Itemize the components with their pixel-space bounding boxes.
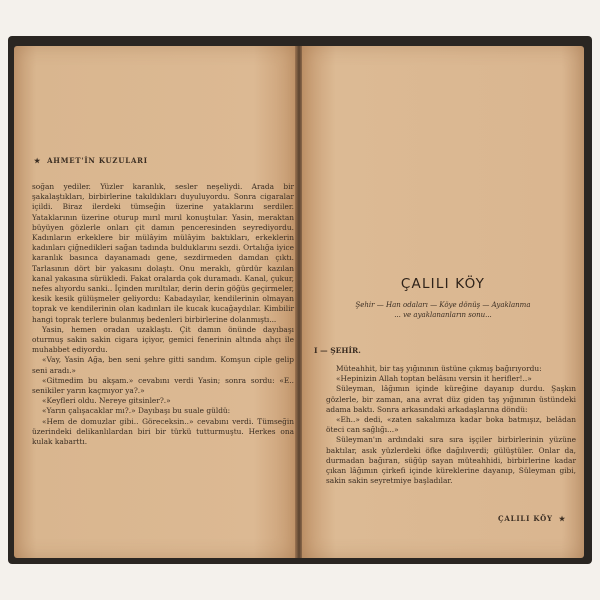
star-icon: ★ — [558, 514, 566, 523]
paragraph: «Yarın çalışacaklar mı?.» Dayıbaşı bu suale güldü: — [42, 406, 231, 416]
chapter-title: ÇALILI KÖY — [400, 276, 486, 292]
paragraph: «Keyfleri oldu. Nereye gitsinler?.» — [42, 396, 171, 406]
running-footer — [498, 514, 566, 523]
left-page — [14, 46, 296, 558]
section-heading: I — ŞEHİR. — [314, 346, 361, 355]
star-icon: ★ — [34, 156, 42, 165]
right-page-text — [326, 364, 576, 486]
paragraph: Süleyman, lâğımın içinde küreğine dayanıp durdu. Şaşkın gözlerle, bir zaman, ana avrat düz giden taş yığınının üstündeki adama baktı. Sonra arkasındaki arkadaşlarına döndü: — [326, 384, 576, 414]
right-page — [302, 46, 584, 558]
paragraph: «Gitmedim bu akşam.» cevabını verdi Yasin; sonra sordu: «E.. senikiler yarın kaçmıyor ya?.» — [32, 375, 294, 396]
running-footer-text: ÇALILI KÖY — [498, 514, 553, 523]
left-page-text — [32, 182, 294, 447]
paragraph: «Hepinizin Allah toptan belâsını versin it herifler!..» — [336, 374, 532, 384]
paragraph: soğan yediler. Yüzler karanlık, sesler neşeliydi. Arada bir şakalaştıkları, birbirlerine takıldıkları duyuluyordu. Sonra cigaralar içildi. Biraz ilerdeki tümseğin üzerine yataklarını serdiler. Yataklarının üzerine oturup mırıl mırıl konuştular. Yasin, meraktan büyüyen gözlerle onları çit damın penceresinden seyrediyordu. Kadınların erkeklere bir mülâyim mülâyim baktıkları, erkeklerin kadınları çiğnedikleri sağan tadında bulduklarını sezdi. Ortalığa iyice karanlık basınca dayanamadı gene, sezdirmeden damdan çıktı. Tarlasının dört bir yakasını dolaştı. Onu meraklı, gürdür kazılan kanal yakasına sürükledi. Fakat oralarda çok duramadı. Kanal, çukur, nefes alıyordu sanki.. İçinden mırıltılar, derin derin göğüs geçirmeler, kesik kesik gülüşmeler geliyordu: Kabadayılar, kendilerinin olmayan toprak ve kendilerinin olan kadınları ile kucak kucağaydılar. Kimbilir hangi toprak terlere bulanmış bedenleri birbirlerine dolanmıştı... — [32, 182, 294, 324]
paragraph: Müteahhit, bir taş yığınının üstüne çıkmış bağırıyordu: — [336, 364, 542, 373]
chapter-subtitle — [302, 300, 584, 320]
paragraph: «Hem de domuzlar gibi.. Göreceksin..» cevabını verdi. Tümseğin üzerindeki delikanlılardan biri bir türkü tutturmuştu. Herkes ona kulak kabarttı. — [32, 416, 294, 447]
paragraph: Süleyman'ın ardındaki sıra sıra işçiler birbirlerinin yüzüne baktılar, asık yüzlerdeki öfke dağılıverdi; gülüştüler. Onlar da, durmadan bağıran, süğüp sayan müteahhidi, birbirlerine kadar çıkan lâğımın çirkefi içinde küreklerine dayanıp, Süleyman gibi, sakin sakin seyretmiye başladılar. — [326, 435, 576, 486]
paragraph: «Eh..» dedi, «zaten sakalımıza kadar boka batmışız, belâdan öteci can sağlığı...» — [326, 415, 576, 435]
paragraph: Yasin, hemen oradan uzaklaştı. Çit damın önünde dayıbaşı oturmuş sakin sakin cigara içiyor, gemici fenerinin altında ahçı ile muhabbet ediyordu. — [32, 324, 294, 355]
chapter-subtitle-line: Şehir — Han odaları — Köye dönüş — Ayaklanma — [355, 301, 531, 309]
paragraph: «Vay, Yasin Ağa, ben seni şehre gitti sandım. Komşun ciple gelip seni aradı.» — [32, 355, 294, 375]
running-header — [34, 156, 148, 165]
running-header-text: AHMET'İN KUZULARI — [47, 156, 148, 165]
chapter-subtitle-line: ... ve ayaklananların sonu... — [394, 311, 492, 319]
